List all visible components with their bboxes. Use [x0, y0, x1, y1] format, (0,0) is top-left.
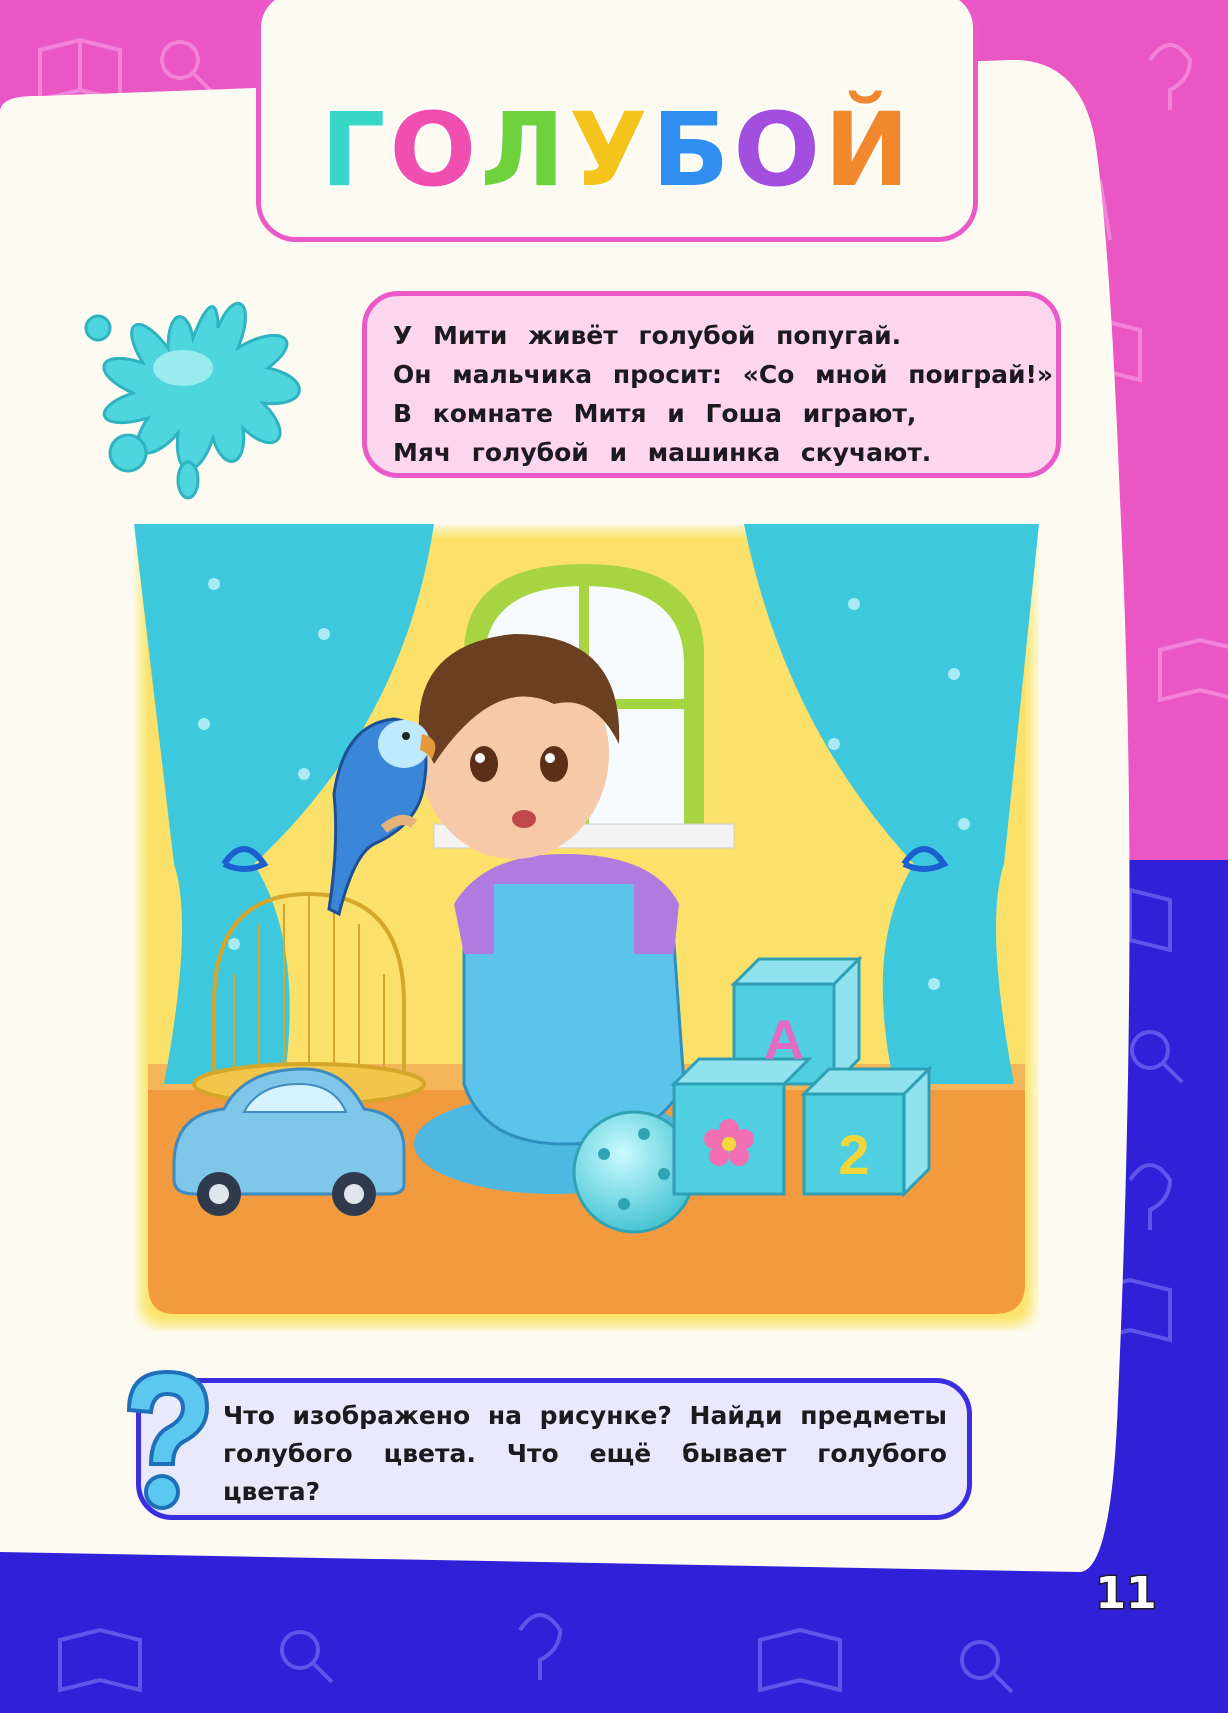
page-number: 11: [1095, 1568, 1157, 1619]
poem-box: [362, 291, 1061, 478]
svg-text:2: 2: [838, 1123, 870, 1186]
title-letter: Г: [320, 91, 390, 210]
illustration-boy-with-parrot: [134, 524, 1039, 1332]
title-letter: Л: [480, 91, 569, 210]
poem-line: Он мальчика просит: «Со мной поиграй!»: [393, 360, 1054, 389]
page-title: [256, 91, 978, 210]
question-mark-icon: [117, 1368, 213, 1514]
title-letter: Б: [651, 91, 734, 210]
title-letter: Й: [824, 91, 914, 210]
title-letter: У: [568, 91, 652, 210]
question-text: Что изображено на рисунке? Найди предметы голубого цвета. Что ещё бывает голубого цвета?: [223, 1401, 947, 1506]
poem-line: Мяч голубой и машинка скучают.: [393, 438, 932, 467]
poem-line: У Мити живёт голубой попугай.: [393, 321, 902, 350]
title-letter: О: [733, 91, 825, 210]
paint-splash-icon: [68, 268, 318, 508]
title-letter: О: [389, 91, 481, 210]
svg-text:A: A: [763, 1008, 805, 1071]
question-box: [136, 1378, 972, 1520]
poem-line: В комнате Митя и Гоша играют,: [393, 399, 917, 428]
